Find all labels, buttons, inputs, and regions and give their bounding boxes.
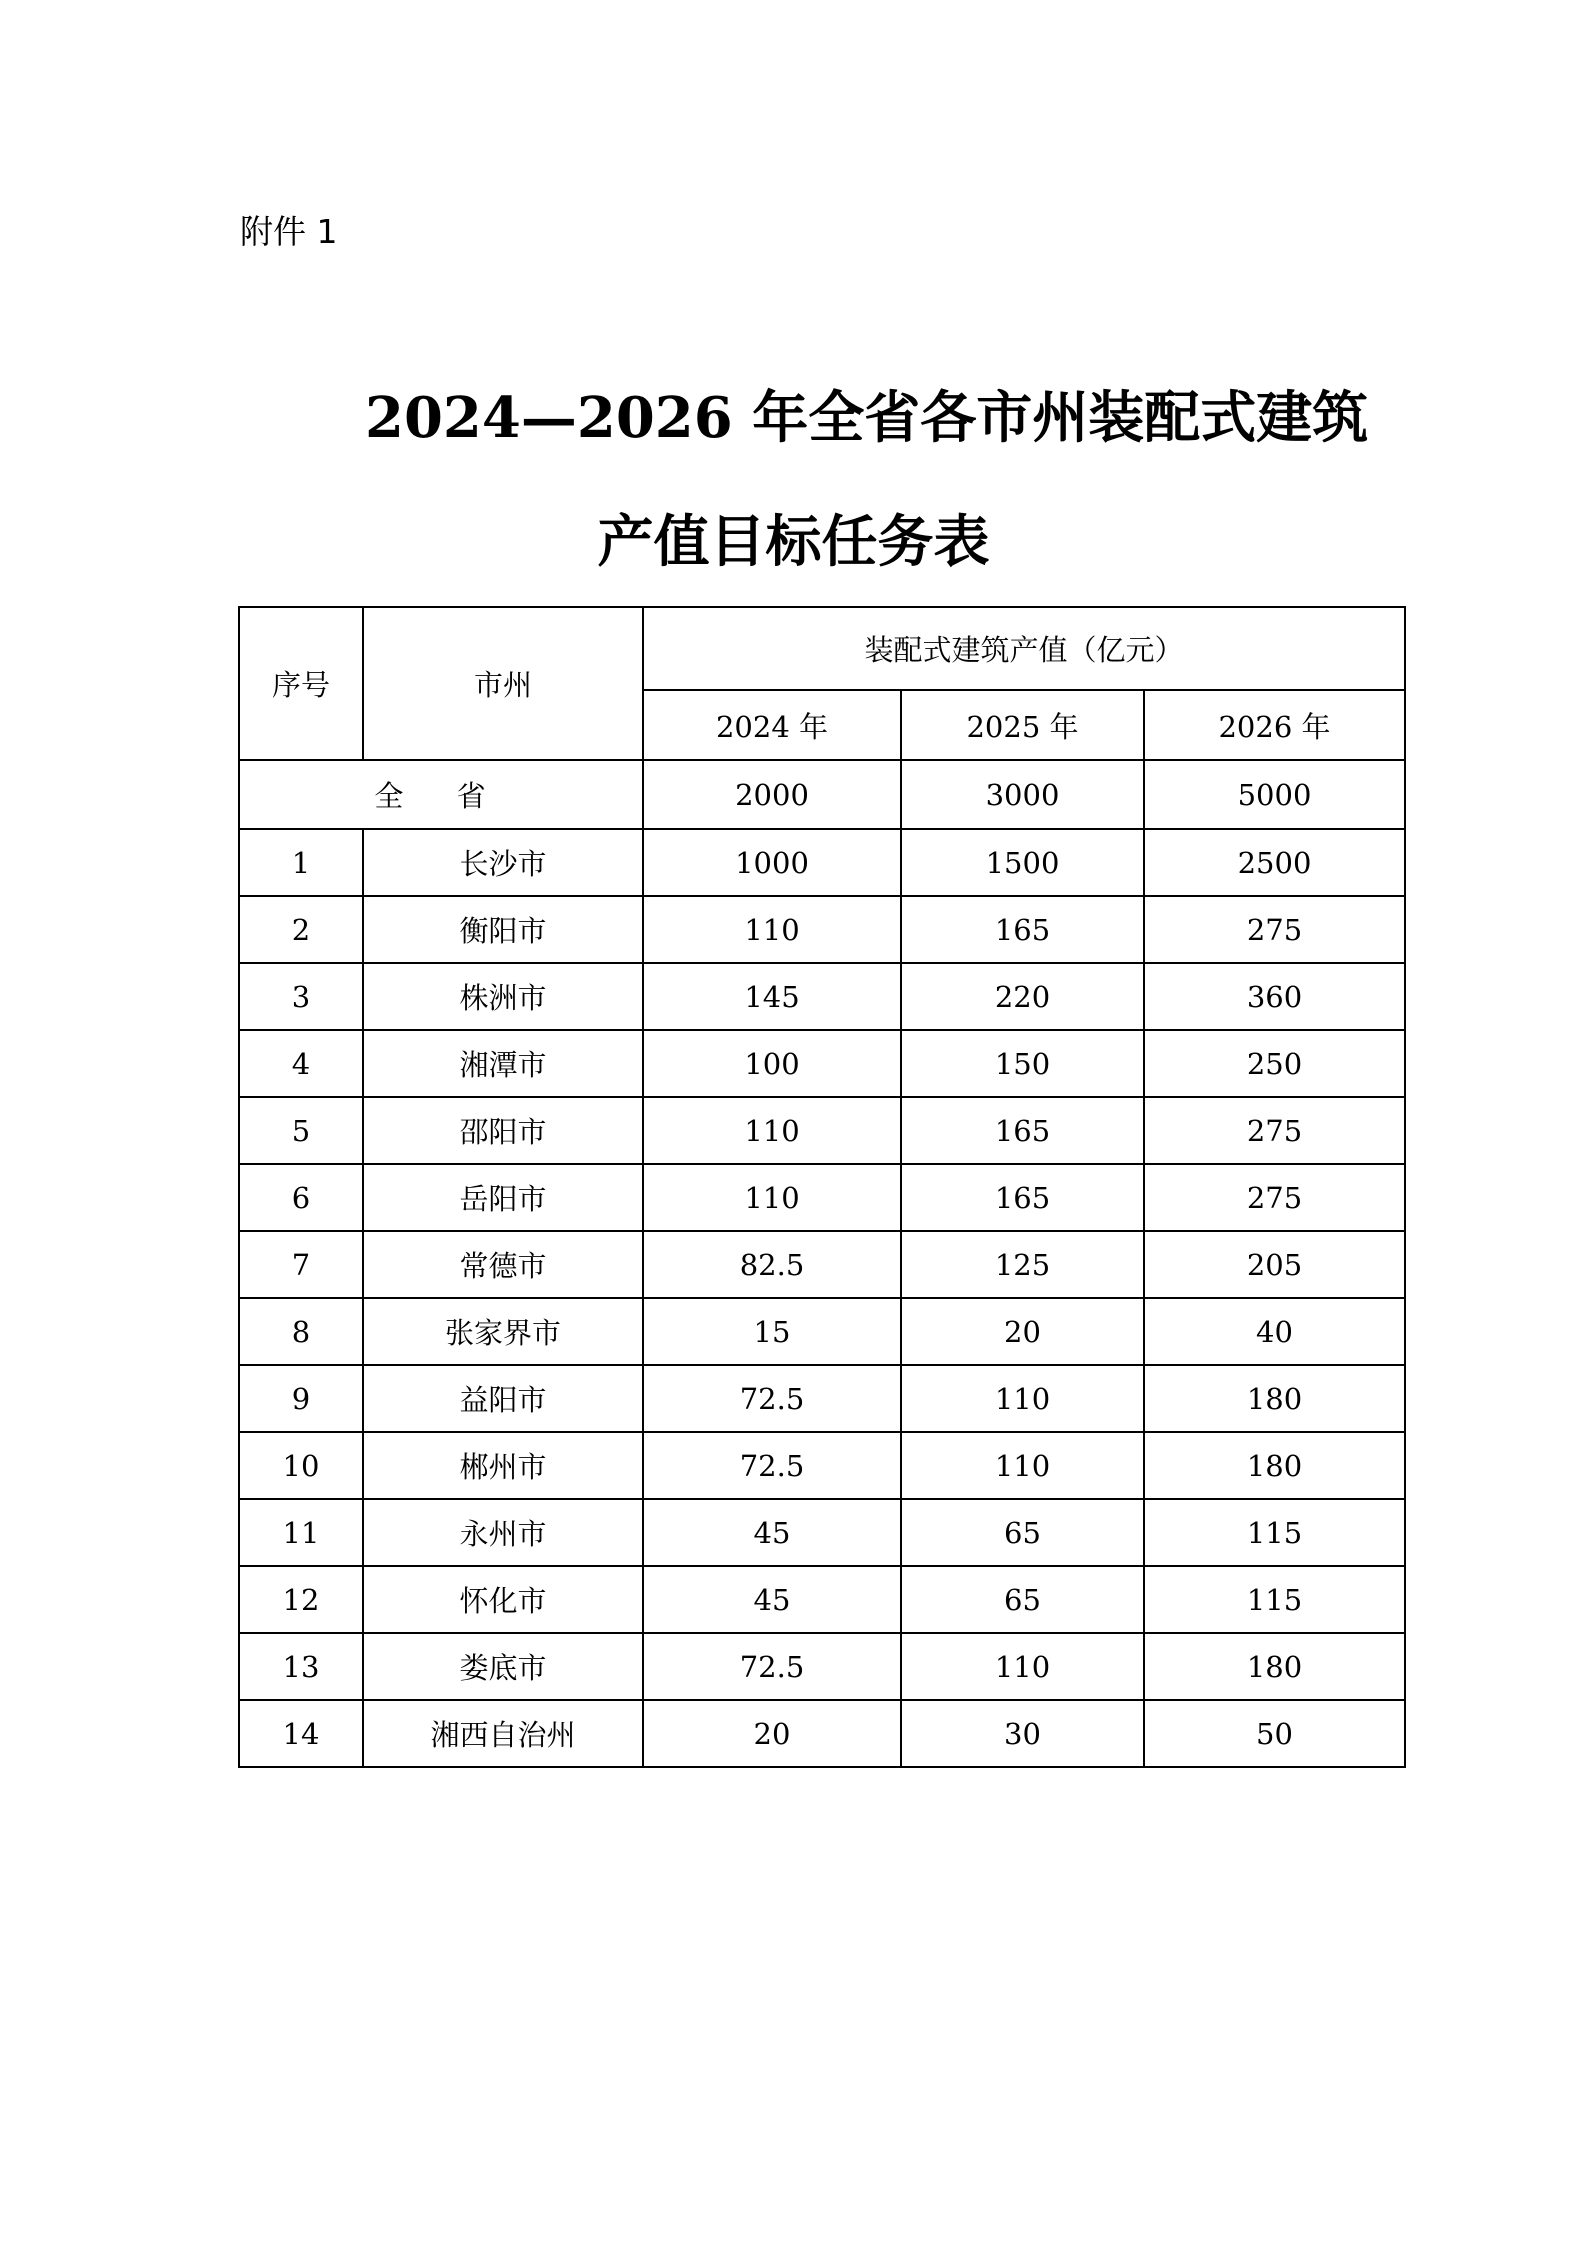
- row-city: 湘西自治州: [363, 1700, 643, 1767]
- row-index: 5: [239, 1097, 363, 1164]
- row-index: 8: [239, 1298, 363, 1365]
- row-city: 怀化市: [363, 1566, 643, 1633]
- row-value-2025: 110: [901, 1365, 1144, 1432]
- header-row: [239, 607, 1405, 690]
- row-value-2025: 65: [901, 1499, 1144, 1566]
- row-value-2025: 110: [901, 1432, 1144, 1499]
- header-year-2026: 2026 年: [1144, 690, 1405, 760]
- row-value-2026: 180: [1144, 1432, 1405, 1499]
- row-value-2025: 165: [901, 896, 1144, 963]
- row-index: 3: [239, 963, 363, 1030]
- row-city: 株洲市: [363, 963, 643, 1030]
- row-city: 邵阳市: [363, 1097, 643, 1164]
- row-index: 7: [239, 1231, 363, 1298]
- row-city: 益阳市: [363, 1365, 643, 1432]
- row-value-2024: 72.5: [643, 1432, 901, 1499]
- row-city: 郴州市: [363, 1432, 643, 1499]
- row-city: 长沙市: [363, 829, 643, 896]
- header-city: 市州: [363, 607, 643, 760]
- total-value-2026: 5000: [1144, 760, 1405, 829]
- row-value-2026: 115: [1144, 1499, 1405, 1566]
- row-value-2024: 110: [643, 896, 901, 963]
- header-year-2025: 2025 年: [901, 690, 1144, 760]
- row-value-2026: 360: [1144, 963, 1405, 1030]
- row-index: 6: [239, 1164, 363, 1231]
- row-value-2026: 180: [1144, 1633, 1405, 1700]
- target-table: [238, 606, 1406, 1768]
- row-city: 岳阳市: [363, 1164, 643, 1231]
- row-index: 11: [239, 1499, 363, 1566]
- document-title-line-1: 2024—2026 年全省各市州装配式建筑: [365, 385, 1369, 451]
- row-value-2025: 20: [901, 1298, 1144, 1365]
- row-index: 2: [239, 896, 363, 963]
- table-row: [239, 829, 1405, 896]
- row-value-2024: 45: [643, 1566, 901, 1633]
- table-row: [239, 1700, 1405, 1767]
- row-value-2026: 275: [1144, 1097, 1405, 1164]
- header-index: 序号: [239, 607, 363, 760]
- row-value-2024: 100: [643, 1030, 901, 1097]
- row-value-2024: 82.5: [643, 1231, 901, 1298]
- table-row: [239, 1633, 1405, 1700]
- row-value-2024: 72.5: [643, 1365, 901, 1432]
- row-index: 1: [239, 829, 363, 896]
- row-city: 湘潭市: [363, 1030, 643, 1097]
- table-row: [239, 1231, 1405, 1298]
- row-value-2025: 1500: [901, 829, 1144, 896]
- row-value-2026: 275: [1144, 1164, 1405, 1231]
- row-value-2024: 72.5: [643, 1633, 901, 1700]
- row-city: 永州市: [363, 1499, 643, 1566]
- row-value-2025: 220: [901, 963, 1144, 1030]
- row-value-2025: 125: [901, 1231, 1144, 1298]
- row-value-2026: 2500: [1144, 829, 1405, 896]
- row-value-2025: 30: [901, 1700, 1144, 1767]
- header-year-2024: 2024 年: [643, 690, 901, 760]
- total-value-2024: 2000: [643, 760, 901, 829]
- total-value-2025: 3000: [901, 760, 1144, 829]
- row-value-2025: 165: [901, 1164, 1144, 1231]
- table-row: [239, 896, 1405, 963]
- row-index: 10: [239, 1432, 363, 1499]
- row-index: 9: [239, 1365, 363, 1432]
- row-value-2025: 150: [901, 1030, 1144, 1097]
- table-row: [239, 1566, 1405, 1633]
- table-row: [239, 1164, 1405, 1231]
- row-city: 娄底市: [363, 1633, 643, 1700]
- row-value-2026: 205: [1144, 1231, 1405, 1298]
- row-index: 14: [239, 1700, 363, 1767]
- row-value-2025: 65: [901, 1566, 1144, 1633]
- row-index: 13: [239, 1633, 363, 1700]
- total-label: 全 省: [239, 760, 643, 829]
- row-value-2024: 110: [643, 1164, 901, 1231]
- table-row: [239, 1365, 1405, 1432]
- row-value-2025: 165: [901, 1097, 1144, 1164]
- row-value-2024: 20: [643, 1700, 901, 1767]
- document-title-line-2: 产值目标任务表: [597, 509, 990, 575]
- header-output-group: 装配式建筑产值（亿元）: [643, 607, 1405, 690]
- row-value-2024: 145: [643, 963, 901, 1030]
- table-row: [239, 1030, 1405, 1097]
- row-value-2026: 275: [1144, 896, 1405, 963]
- row-value-2026: 250: [1144, 1030, 1405, 1097]
- attachment-label: 附件 1: [240, 212, 338, 251]
- row-index: 12: [239, 1566, 363, 1633]
- row-index: 4: [239, 1030, 363, 1097]
- row-value-2026: 115: [1144, 1566, 1405, 1633]
- row-value-2024: 1000: [643, 829, 901, 896]
- row-value-2024: 110: [643, 1097, 901, 1164]
- row-value-2024: 15: [643, 1298, 901, 1365]
- table-row: [239, 1499, 1405, 1566]
- row-value-2024: 45: [643, 1499, 901, 1566]
- row-value-2026: 180: [1144, 1365, 1405, 1432]
- row-value-2026: 40: [1144, 1298, 1405, 1365]
- table-row: [239, 1298, 1405, 1365]
- row-city: 常德市: [363, 1231, 643, 1298]
- row-value-2026: 50: [1144, 1700, 1405, 1767]
- table-row: [239, 1432, 1405, 1499]
- table-row: [239, 1097, 1405, 1164]
- table-row: [239, 963, 1405, 1030]
- total-row: [239, 760, 1405, 829]
- row-value-2025: 110: [901, 1633, 1144, 1700]
- row-city: 衡阳市: [363, 896, 643, 963]
- row-city: 张家界市: [363, 1298, 643, 1365]
